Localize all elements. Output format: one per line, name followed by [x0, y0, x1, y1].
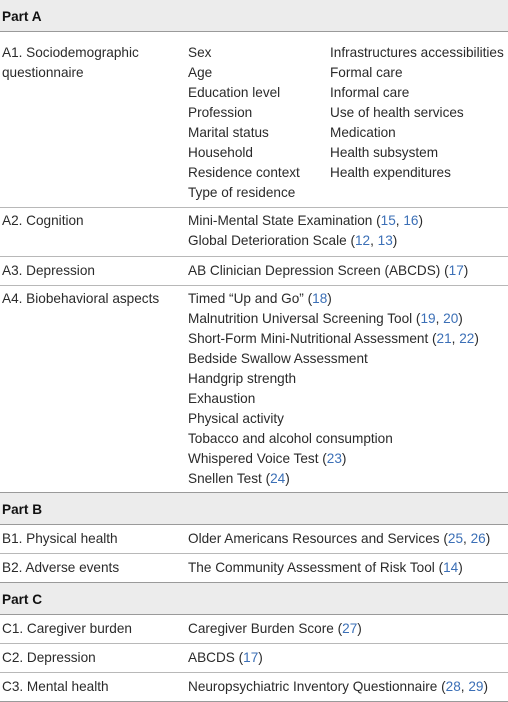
c2-items — [188, 648, 263, 668]
row-label: B2. Adverse events — [2, 560, 120, 575]
item-text: , — [463, 531, 471, 546]
item — [188, 349, 479, 369]
a1-items-col1 — [188, 43, 300, 203]
citation-link[interactable]: 17 — [448, 263, 464, 278]
row-b1 — [0, 525, 508, 554]
citation-link[interactable]: 28 — [445, 679, 461, 694]
b2-items — [188, 558, 463, 578]
item: Residence context — [188, 165, 300, 180]
citation-link[interactable]: 14 — [443, 560, 459, 575]
a2-items — [188, 211, 423, 251]
row-a3 — [0, 257, 508, 286]
item-text: Global Deterioration Scale ( — [188, 233, 355, 248]
item: Household — [188, 145, 253, 160]
row-c2 — [0, 644, 508, 673]
item-text: Tobacco and alcohol consumption — [188, 431, 393, 446]
item — [188, 389, 479, 409]
citation-link[interactable]: 29 — [468, 679, 484, 694]
item-text: Malnutrition Universal Screening Tool ( — [188, 311, 421, 326]
row-c1 — [0, 615, 508, 644]
item-text: ) — [327, 291, 332, 306]
item: Health subsystem — [330, 145, 439, 160]
item-text: ) — [392, 233, 398, 248]
row-label-line-2: questionnaire — [2, 65, 84, 80]
item-text: Exhaustion — [188, 391, 256, 406]
item — [188, 429, 479, 449]
item — [188, 261, 468, 281]
item: Informal care — [330, 85, 410, 100]
item — [188, 619, 362, 639]
citation-link[interactable]: 19 — [420, 311, 436, 326]
item — [188, 231, 423, 251]
item-text: , — [395, 213, 404, 228]
item: Type of residence — [188, 185, 296, 200]
row-a1 — [0, 32, 508, 208]
item-text: ) — [357, 621, 362, 636]
item-text: ) — [285, 471, 290, 486]
item — [188, 369, 479, 389]
item-text: ) — [485, 531, 491, 546]
item — [188, 558, 463, 578]
item — [188, 648, 263, 668]
part-a-header: Part A — [0, 0, 508, 32]
item-text: ABCDS ( — [188, 650, 244, 665]
item-text: Timed “Up and Go” ( — [188, 291, 313, 306]
citation-link[interactable]: 18 — [312, 291, 328, 306]
row-label: A2. Cognition — [2, 213, 84, 228]
citation-link[interactable]: 21 — [436, 331, 452, 346]
row-a4 — [0, 286, 508, 493]
item-text: Neuropsychiatric Inventory Questionnaire ( — [188, 679, 446, 694]
item-text: ) — [458, 560, 463, 575]
citation-link[interactable]: 22 — [459, 331, 475, 346]
row-a2 — [0, 208, 508, 257]
item-text: , — [370, 233, 378, 248]
item — [188, 211, 423, 231]
a1-items-col2 — [330, 43, 504, 183]
part-b-header: Part B — [0, 493, 508, 525]
item: Formal care — [330, 65, 403, 80]
row-label: C1. Caregiver burden — [2, 621, 132, 636]
item-text: ) — [463, 263, 469, 278]
item-text: Older Americans Resources and Services ( — [188, 531, 448, 546]
item: Profession — [188, 105, 253, 120]
item-text: Mini-Mental State Examination ( — [188, 213, 381, 228]
item-text: , — [460, 679, 469, 694]
citation-link[interactable]: 15 — [380, 213, 396, 228]
item — [188, 529, 490, 549]
item-text: Short-Form Mini-Nutritional Assessment ( — [188, 331, 437, 346]
citation-link[interactable]: 16 — [403, 213, 419, 228]
item-text: Caregiver Burden Score ( — [188, 621, 343, 636]
item-text: Whispered Voice Test ( — [188, 451, 327, 466]
citation-link[interactable]: 26 — [470, 531, 486, 546]
item-text: Snellen Test ( — [188, 471, 271, 486]
item-text: , — [451, 331, 460, 346]
row-label: C2. Depression — [2, 650, 96, 665]
part-c-header: Part C — [0, 583, 508, 615]
item — [188, 329, 479, 349]
a3-items — [188, 261, 468, 281]
item: Medication — [330, 125, 396, 140]
row-label: B1. Physical health — [2, 531, 118, 546]
item-text: ) — [474, 331, 479, 346]
citation-link[interactable]: 23 — [326, 451, 342, 466]
item-text: Physical activity — [188, 411, 284, 426]
item-text: ) — [483, 679, 488, 694]
item: Sex — [188, 45, 212, 60]
item: Age — [188, 65, 213, 80]
item: Health expenditures — [330, 165, 451, 180]
citation-link[interactable]: 13 — [377, 233, 393, 248]
citation-link[interactable]: 12 — [354, 233, 371, 248]
a4-items — [188, 289, 479, 489]
item-text: Bedside Swallow Assessment — [188, 351, 368, 366]
row-label: A4. Biobehavioral aspects — [2, 291, 160, 306]
item-text: The Community Assessment of Risk Tool ( — [188, 560, 444, 575]
item — [188, 289, 479, 309]
row-label — [2, 43, 139, 83]
item-text: AB Clinician Depression Screen (ABCDS) ( — [188, 263, 449, 278]
row-label-line-1: A1. Sociodemographic — [2, 45, 139, 60]
row-label: C3. Mental health — [2, 679, 109, 694]
b1-items — [188, 529, 490, 549]
item — [188, 469, 479, 489]
item: Education level — [188, 85, 281, 100]
item — [188, 409, 479, 429]
item: Use of health services — [330, 105, 464, 120]
item-text: ) — [258, 650, 263, 665]
item-text: ) — [458, 311, 463, 326]
item — [188, 677, 488, 697]
citation-link[interactable]: 25 — [447, 531, 464, 546]
c1-items — [188, 619, 362, 639]
c3-items — [188, 677, 488, 697]
row-label: A3. Depression — [2, 263, 95, 278]
item-text: ) — [418, 213, 423, 228]
citation-link[interactable]: 17 — [243, 650, 259, 665]
item — [188, 309, 479, 329]
item-text: Handgrip strength — [188, 371, 297, 386]
item: Infrastructures accessibilities — [330, 45, 504, 60]
item — [188, 449, 479, 469]
citation-link[interactable]: 24 — [270, 471, 286, 486]
item-text: ) — [341, 451, 347, 466]
citation-link[interactable]: 27 — [342, 621, 358, 636]
item: Marital status — [188, 125, 269, 140]
row-b2 — [0, 554, 508, 583]
item-text: , — [435, 311, 444, 326]
citation-link[interactable]: 20 — [443, 311, 459, 326]
